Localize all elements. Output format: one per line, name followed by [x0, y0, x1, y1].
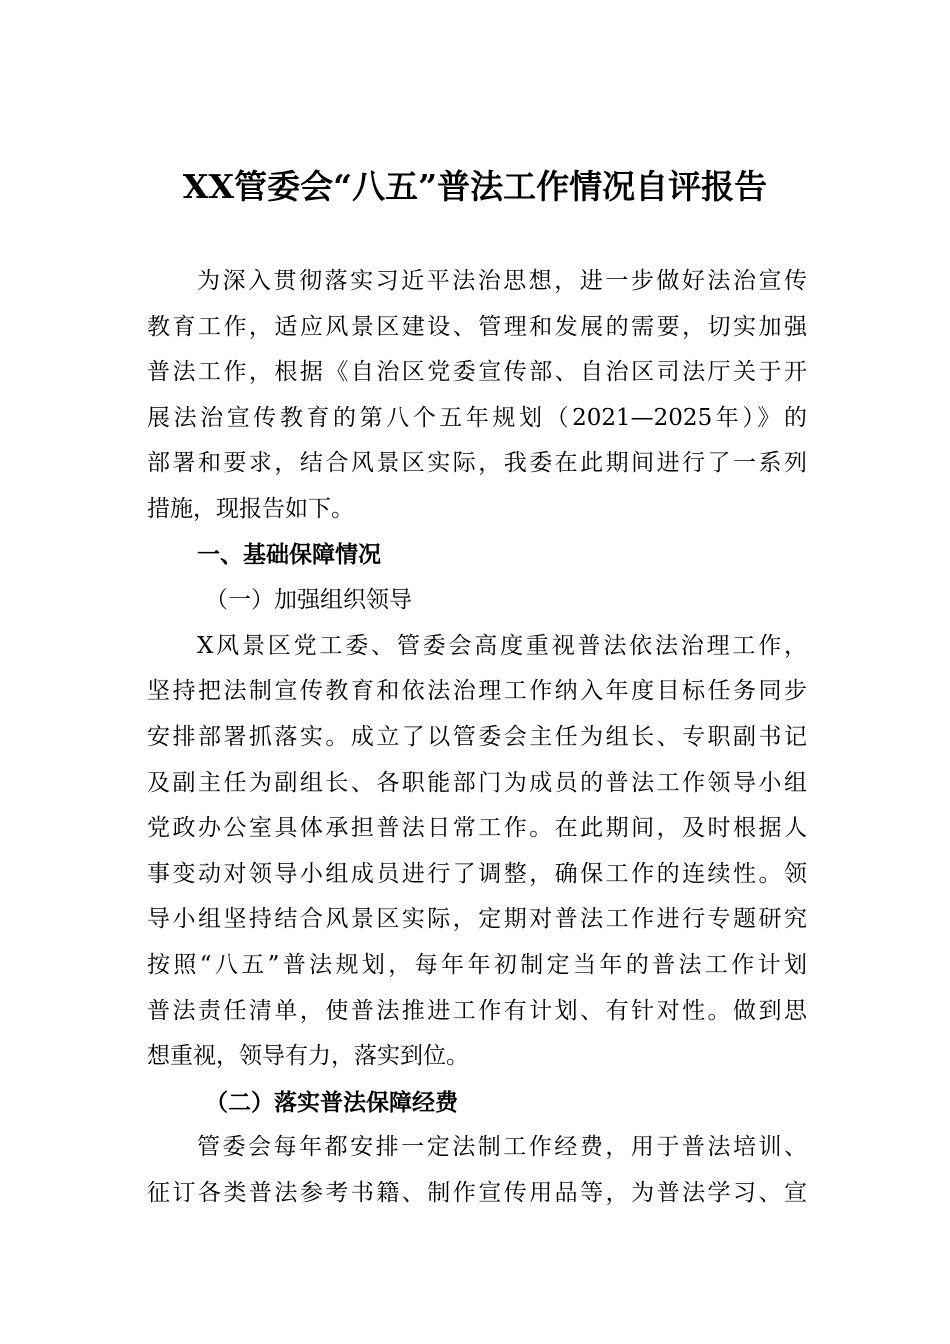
paragraph-line: 想重视，领导有力，落实到位。	[147, 1043, 469, 1070]
paragraph-line: 按照“八五”普法规划，每年年初制定当年的普法工作计划	[147, 951, 807, 978]
paragraph-line: 坚持把法制宣传教育和依法治理工作纳入年度目标任务同步	[147, 678, 807, 705]
paragraph-line: 普法责任清单，使普法推进工作有计划、有针对性。做到思	[147, 997, 807, 1024]
paragraph-line: 及副主任为副组长、各职能部门为成员的普法工作领导小组	[147, 769, 807, 796]
document-body	[147, 259, 807, 1216]
paragraph-line: 党政办公室具体承担普法日常工作。在此期间，及时根据人	[147, 815, 807, 842]
paragraph-line: 导小组坚持结合风景区实际，定期对普法工作进行专题研究	[147, 906, 807, 933]
paragraph-line: 事变动对领导小组成员进行了调整，确保工作的连续性。领	[147, 860, 807, 887]
paragraph-line: 管委会每年都安排一定法制工作经费，用于普法培训、	[197, 1134, 807, 1161]
intro-line: 教育工作，适应风景区建设、管理和发展的需要，切实加强	[147, 313, 807, 340]
paragraph-line: 安排部署抓落实。成立了以管委会主任为组长、专职副书记	[147, 723, 807, 750]
section-heading: 一、基础保障情况	[197, 541, 381, 568]
document-title: XX管委会“八五”普法工作情况自评报告	[182, 167, 768, 206]
intro-line: 为深入贯彻落实习近平法治思想，进一步做好法治宣传	[197, 268, 807, 294]
intro-line: 措施，现报告如下。	[147, 495, 354, 522]
intro-line: 展法治宣传教育的第八个五年规划（2021—2025年）》的	[147, 404, 807, 431]
intro-line: 部署和要求，结合风景区实际，我委在此期间进行了一系列	[147, 450, 807, 477]
paragraph-line: X风景区党工委、管委会高度重视普法依法治理工作，	[197, 632, 807, 659]
paragraph-line: 征订各类普法参考书籍、制作宣传用品等，为普法学习、宣	[147, 1179, 807, 1206]
subsection-heading: （二）落实普法保障经费	[205, 1088, 458, 1116]
intro-line: 普法工作，根据《自治区党委宣传部、自治区司法厅关于开	[147, 359, 807, 386]
subsection-heading: （一）加强组织领导	[205, 587, 412, 614]
